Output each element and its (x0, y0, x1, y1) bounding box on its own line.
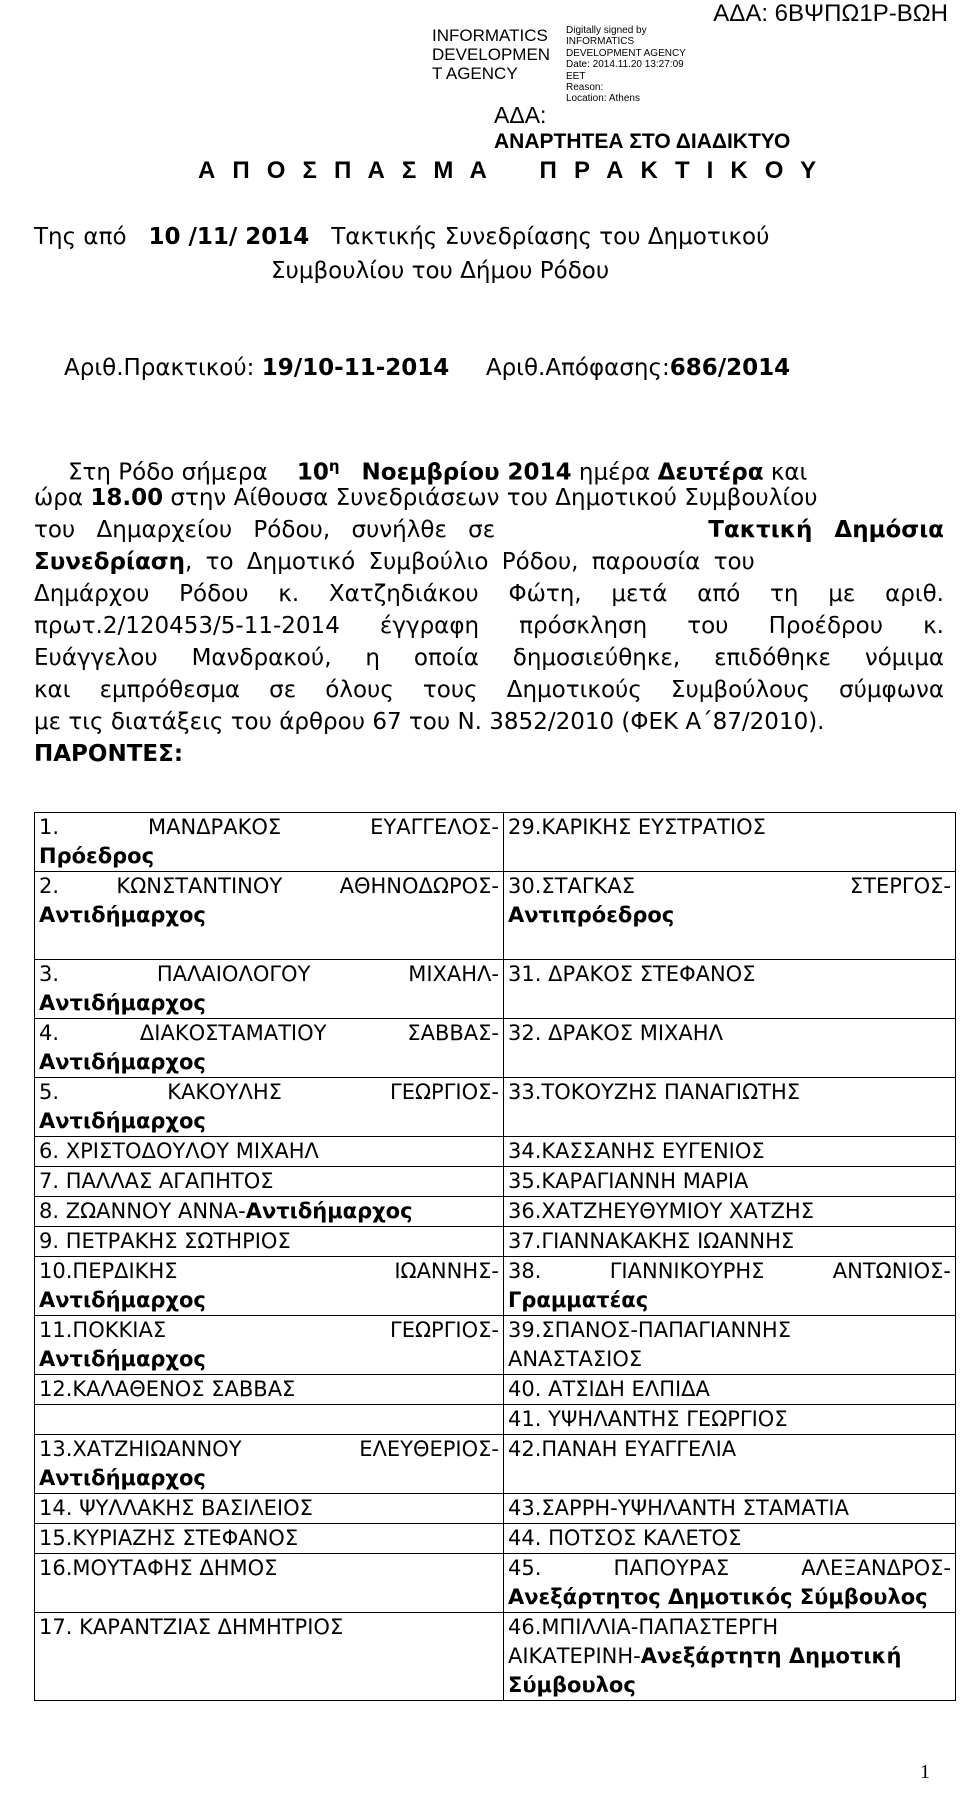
member-cell (35, 1227, 504, 1257)
member-name: 31. ΔΡΑΚΟΣ ΣΤΕΦΑΝΟΣ (508, 962, 756, 986)
decision-label: Αριθ.Απόφασης: (485, 355, 670, 381)
member-cell (35, 813, 504, 872)
body-line (34, 546, 944, 578)
member-cell (504, 1375, 956, 1405)
signature-line: Location: Athens (566, 93, 640, 105)
session-line-2: Συμβουλίου του Δήμου Ρόδου (271, 258, 610, 284)
minutes-label: Αριθ.Πρακτικού: (64, 355, 255, 381)
table-row (35, 1524, 956, 1554)
member-cell (504, 1316, 956, 1375)
member-name: 38. ΓΙΑΝΝΙΚΟΥΡΗΣ ΑΝΤΩΝΙΟΣ- (508, 1259, 951, 1283)
member-role: Αντιδήμαρχος (39, 1109, 206, 1133)
member-cell (504, 1197, 956, 1227)
signature-line: Reason: (566, 82, 604, 94)
signature-line: Date: 2014.11.20 13:27:09 (566, 59, 684, 71)
session-date: 10 /11/ 2014 (148, 224, 310, 250)
member-cell (504, 1554, 956, 1613)
member-cell (35, 960, 504, 1019)
member-name: 17. ΚΑΡΑΝΤΖΙΑΣ ΔΗΜΗΤΡΙΟΣ (39, 1615, 344, 1639)
member-role: Αντιδήμαρχος (39, 991, 206, 1015)
member-cell (35, 1375, 504, 1405)
body-session-word: Συνεδρίαση (34, 549, 186, 575)
document-title: Α Π Ο Σ Π Α Σ Μ Α Π Ρ Α Κ Τ Ι Κ Ο Υ (198, 157, 822, 184)
member-name: 12.ΚΑΛΑΘΕΝΟΣ ΣΑΒΒΑΣ (39, 1377, 296, 1401)
signature-org: INFORMATICS DEVELOPMEN T AGENCY (432, 26, 551, 83)
member-cell (35, 1257, 504, 1316)
member-name: 5. ΚΑΚΟΥΛΗΣ ΓΕΩΡΓΙΟΣ- (39, 1080, 499, 1104)
member-name: 3. ΠΑΛΑΙΟΛΟΓΟΥ ΜΙΧΑΗΛ- (39, 962, 499, 986)
member-cell (504, 1167, 956, 1197)
body-line: Δημάρχου Ρόδου κ. Χατζηδιάκου Φώτη, μετά από τη με αριθ. (34, 581, 944, 607)
member-name: 45. ΠΑΠΟΥΡΑΣ ΑΛΕΞΑΝΔΡΟΣ- (508, 1556, 951, 1580)
table-row (35, 1078, 956, 1137)
publish-notice: ΑΝΑΡΤΗΤΕΑ ΣΤΟ ΔΙΑΔΙΚΤΥΟ (494, 130, 791, 153)
members-table (34, 812, 956, 1701)
member-name: 36.ΧΑΤΖΗΕΥΘΥΜΙΟΥ ΧΑΤΖΗΣ (508, 1199, 814, 1223)
member-role: Αντιδήμαρχος (39, 1288, 206, 1312)
member-role: Ανεξάρτητη Δημοτική (640, 1644, 902, 1668)
member-role: Αντιπρόεδρος (508, 903, 675, 927)
member-name: 10.ΠΕΡΔΙΚΗΣ ΙΩΑΝΝΗΣ- (39, 1259, 499, 1283)
member-role: Ανεξάρτητος Δημοτικός Σύμβουλος (508, 1585, 928, 1609)
member-cell (504, 1019, 956, 1078)
member-name: 33.ΤΟΚΟΥΖΗΣ ΠΑΝΑΓΙΩΤΗΣ (508, 1080, 801, 1104)
body-text: ημέρα (578, 459, 651, 486)
table-row (35, 1316, 956, 1375)
member-name: 7. ΠΑΛΛΑΣ ΑΓΑΠΗΤΟΣ (39, 1169, 274, 1193)
session-type: Τακτικής Συνεδρίασης του Δημοτικού (331, 224, 770, 250)
table-row (35, 872, 956, 960)
signature-info (566, 25, 716, 105)
member-name: 35.ΚΑΡΑΓΙΑΝΝΗ ΜΑΡΙΑ (508, 1169, 749, 1193)
member-role: Αντιδήμαρχος (39, 903, 206, 927)
member-cell (35, 1197, 504, 1227)
table-row (35, 1375, 956, 1405)
member-name: 42.ΠΑΝΑΗ ΕΥΑΓΓΕΛΙΑ (508, 1437, 737, 1461)
member-cell (504, 1435, 956, 1494)
member-cell (35, 1137, 504, 1167)
member-cell (35, 1494, 504, 1524)
body-line (34, 450, 944, 486)
member-cell (35, 1554, 504, 1613)
table-row (35, 813, 956, 872)
member-name: 8. ΖΩΑΝΝΟΥ ΑΝΝΑ- (39, 1199, 246, 1223)
member-name: 13.ΧΑΤΖΗΙΩΑΝΝΟΥ ΕΛΕΥΘΕΡΙΟΣ- (39, 1437, 499, 1461)
body-text: και (770, 459, 808, 486)
decision-number: 686/2014 (669, 355, 791, 381)
member-name: 34.ΚΑΣΣΑΝΗΣ ΕΥΓΕΝΙΟΣ (508, 1139, 765, 1163)
member-role: Αντιδήμαρχος (245, 1199, 413, 1223)
body-text: , το Δημοτικό Συμβούλιο Ρόδου, παρουσία του (185, 549, 755, 575)
member-cell (35, 1524, 504, 1554)
member-cell (504, 1227, 956, 1257)
member-name: 6. ΧΡΙΣΤΟΔΟΥΛΟΥ ΜΙΧΑΗΛ (39, 1139, 319, 1163)
member-cell (504, 1257, 956, 1316)
body-text: στην Αίθουσα Συνεδριάσεων του Δημοτικού Συμβουλίου (170, 485, 818, 511)
member-name: 43.ΣΑΡΡΗ-ΥΨΗΛΑΝΤΗ ΣΤΑΜΑΤΙΑ (508, 1496, 849, 1520)
signature-line: EET (566, 70, 586, 82)
member-name: 29.ΚΑΡΙΚΗΣ ΕΥΣΤΡΑΤΙΟΣ (508, 815, 766, 839)
member-role: Αντιδήμαρχος (39, 1466, 206, 1490)
signature-line: DEVELOPMENT AGENCY (566, 47, 686, 59)
member-cell (35, 1613, 504, 1701)
member-name: 39.ΣΠΑΝΟΣ-ΠΑΠΑΓΙΑΝΝΗΣ (508, 1318, 791, 1342)
member-cell (504, 1613, 956, 1701)
signature-line: Digitally signed by (566, 25, 647, 36)
table-row (35, 1227, 956, 1257)
body-weekday: Δευτέρα (657, 459, 764, 486)
table-row (35, 1019, 956, 1078)
body-paragraph (34, 450, 944, 770)
member-cell (35, 1405, 504, 1435)
table-row (35, 1257, 956, 1316)
member-cell (504, 813, 956, 872)
table-row (35, 1613, 956, 1701)
member-role: Πρόεδρος (39, 844, 155, 868)
body-line (34, 482, 944, 514)
member-name: 46.ΜΠΙΛΛΙΑ-ΠΑΠΑΣΤΕΡΓΗ (508, 1615, 779, 1639)
body-month: Νοεμβρίου 2014 (361, 459, 572, 486)
member-cell (504, 960, 956, 1019)
table-row (35, 1494, 956, 1524)
member-cell (504, 1137, 956, 1167)
minutes-number: 19/10-11-2014 (261, 355, 450, 381)
ada-code: ΑΔΑ: 6ΒΨΠΩ1Ρ-ΒΩΗ (713, 0, 948, 27)
page-number: 1 (920, 1761, 930, 1783)
body-text: ώρα (34, 485, 84, 511)
body-line: πρωτ.2/120453/5-11-2014 έγγραφη πρόσκληση του Προέδρου κ. (34, 613, 944, 639)
body-text: του Δημαρχείου Ρόδου, συνήλθε σε (34, 517, 496, 543)
body-line (34, 514, 944, 546)
table-row (35, 1405, 956, 1435)
member-role: Σύμβουλος (508, 1673, 636, 1697)
body-time: 18.00 (90, 485, 164, 511)
member-cell (504, 1524, 956, 1554)
table-row (35, 1197, 956, 1227)
member-cell (504, 1078, 956, 1137)
member-name: 2. ΚΩΝΣΤΑΝΤΙΝΟΥ ΑΘΗΝΟΔΩΡΟΣ- (39, 874, 499, 898)
member-name: 44. ΠΟΤΣΟΣ ΚΑΛΕΤΟΣ (508, 1526, 742, 1550)
body-text: Στη Ρόδο σήμερα (68, 459, 268, 486)
body-day: 10 (296, 459, 329, 486)
body-line: με τις διατάξεις του άρθρου 67 του Ν. 3852/2010 (ΦΕΚ Α΄87/2010). (34, 709, 825, 735)
member-name: 40. ΑΤΣΙΔΗ ΕΛΠΙΔΑ (508, 1377, 710, 1401)
member-name: 37.ΓΙΑΝΝΑΚΑΚΗΣ ΙΩΑΝΝΗΣ (508, 1229, 795, 1253)
table-row (35, 1167, 956, 1197)
member-name: ΑΝΑΣΤΑΣΙΟΣ (508, 1347, 643, 1371)
member-name: 15.ΚΥΡΙΑΖΗΣ ΣΤΕΦΑΝΟΣ (39, 1526, 299, 1550)
member-cell (504, 872, 956, 960)
table-row (35, 1137, 956, 1167)
member-name: 41. ΥΨΗΛΑΝΤΗΣ ΓΕΩΡΓΙΟΣ (508, 1407, 788, 1431)
session-prefix: Της από (34, 224, 127, 250)
member-name: 16.ΜΟΥΤΑΦΗΣ ΔΗΜΟΣ (39, 1556, 278, 1580)
table-row (35, 1435, 956, 1494)
member-role: Αντιδήμαρχος (39, 1347, 206, 1371)
member-role: Γραμματέας (508, 1288, 649, 1312)
member-name: 1. ΜΑΝΔΡΑΚΟΣ ΕΥΑΓΓΕΛΟΣ- (39, 815, 499, 839)
present-heading: ΠΑΡΟΝΤΕΣ: (34, 741, 184, 767)
member-cell (35, 1078, 504, 1137)
member-name: 4. ΔΙΑΚΟΣΤΑΜΑΤΙΟΥ ΣΑΒΒΑΣ- (39, 1021, 499, 1045)
member-cell (35, 1435, 504, 1494)
member-name: 30.ΣΤΑΓΚΑΣ ΣΤΕΡΓΟΣ- (508, 874, 951, 898)
table-row (35, 1554, 956, 1613)
ada-label: ΑΔΑ: (494, 102, 547, 128)
member-cell (504, 1494, 956, 1524)
record-numbers (64, 355, 790, 381)
body-session-type: Τακτική Δημόσια (708, 517, 944, 543)
member-cell (35, 1316, 504, 1375)
member-name: 32. ΔΡΑΚΟΣ ΜΙΧΑΗΛ (508, 1021, 723, 1045)
table-row (35, 960, 956, 1019)
member-name: 14. ΨΥΛΛΑΚΗΣ ΒΑΣΙΛΕΙΟΣ (39, 1496, 313, 1520)
session-line-1 (34, 224, 769, 250)
body-line: και εμπρόθεσμα σε όλους τους Δημοτικούς Συμβούλους σύμφωνα (34, 677, 944, 703)
body-day-suffix: η (328, 457, 340, 475)
member-name: ΑΙΚΑΤΕΡΙΝΗ- (508, 1644, 641, 1668)
member-cell (504, 1405, 956, 1435)
body-line: Ευάγγελου Μανδρακού, η οποία δημοσιεύθηκε, επιδόθηκε νόμιμα (34, 645, 944, 671)
member-cell (35, 1167, 504, 1197)
signature-line: INFORMATICS (566, 36, 635, 48)
member-role: Αντιδήμαρχος (39, 1050, 206, 1074)
member-name: 11.ΠΟΚΚΙΑΣ ΓΕΩΡΓΙΟΣ- (39, 1318, 499, 1342)
member-name: 9. ΠΕΤΡΑΚΗΣ ΣΩΤΗΡΙΟΣ (39, 1229, 291, 1253)
member-cell (35, 1019, 504, 1078)
member-cell (35, 872, 504, 960)
